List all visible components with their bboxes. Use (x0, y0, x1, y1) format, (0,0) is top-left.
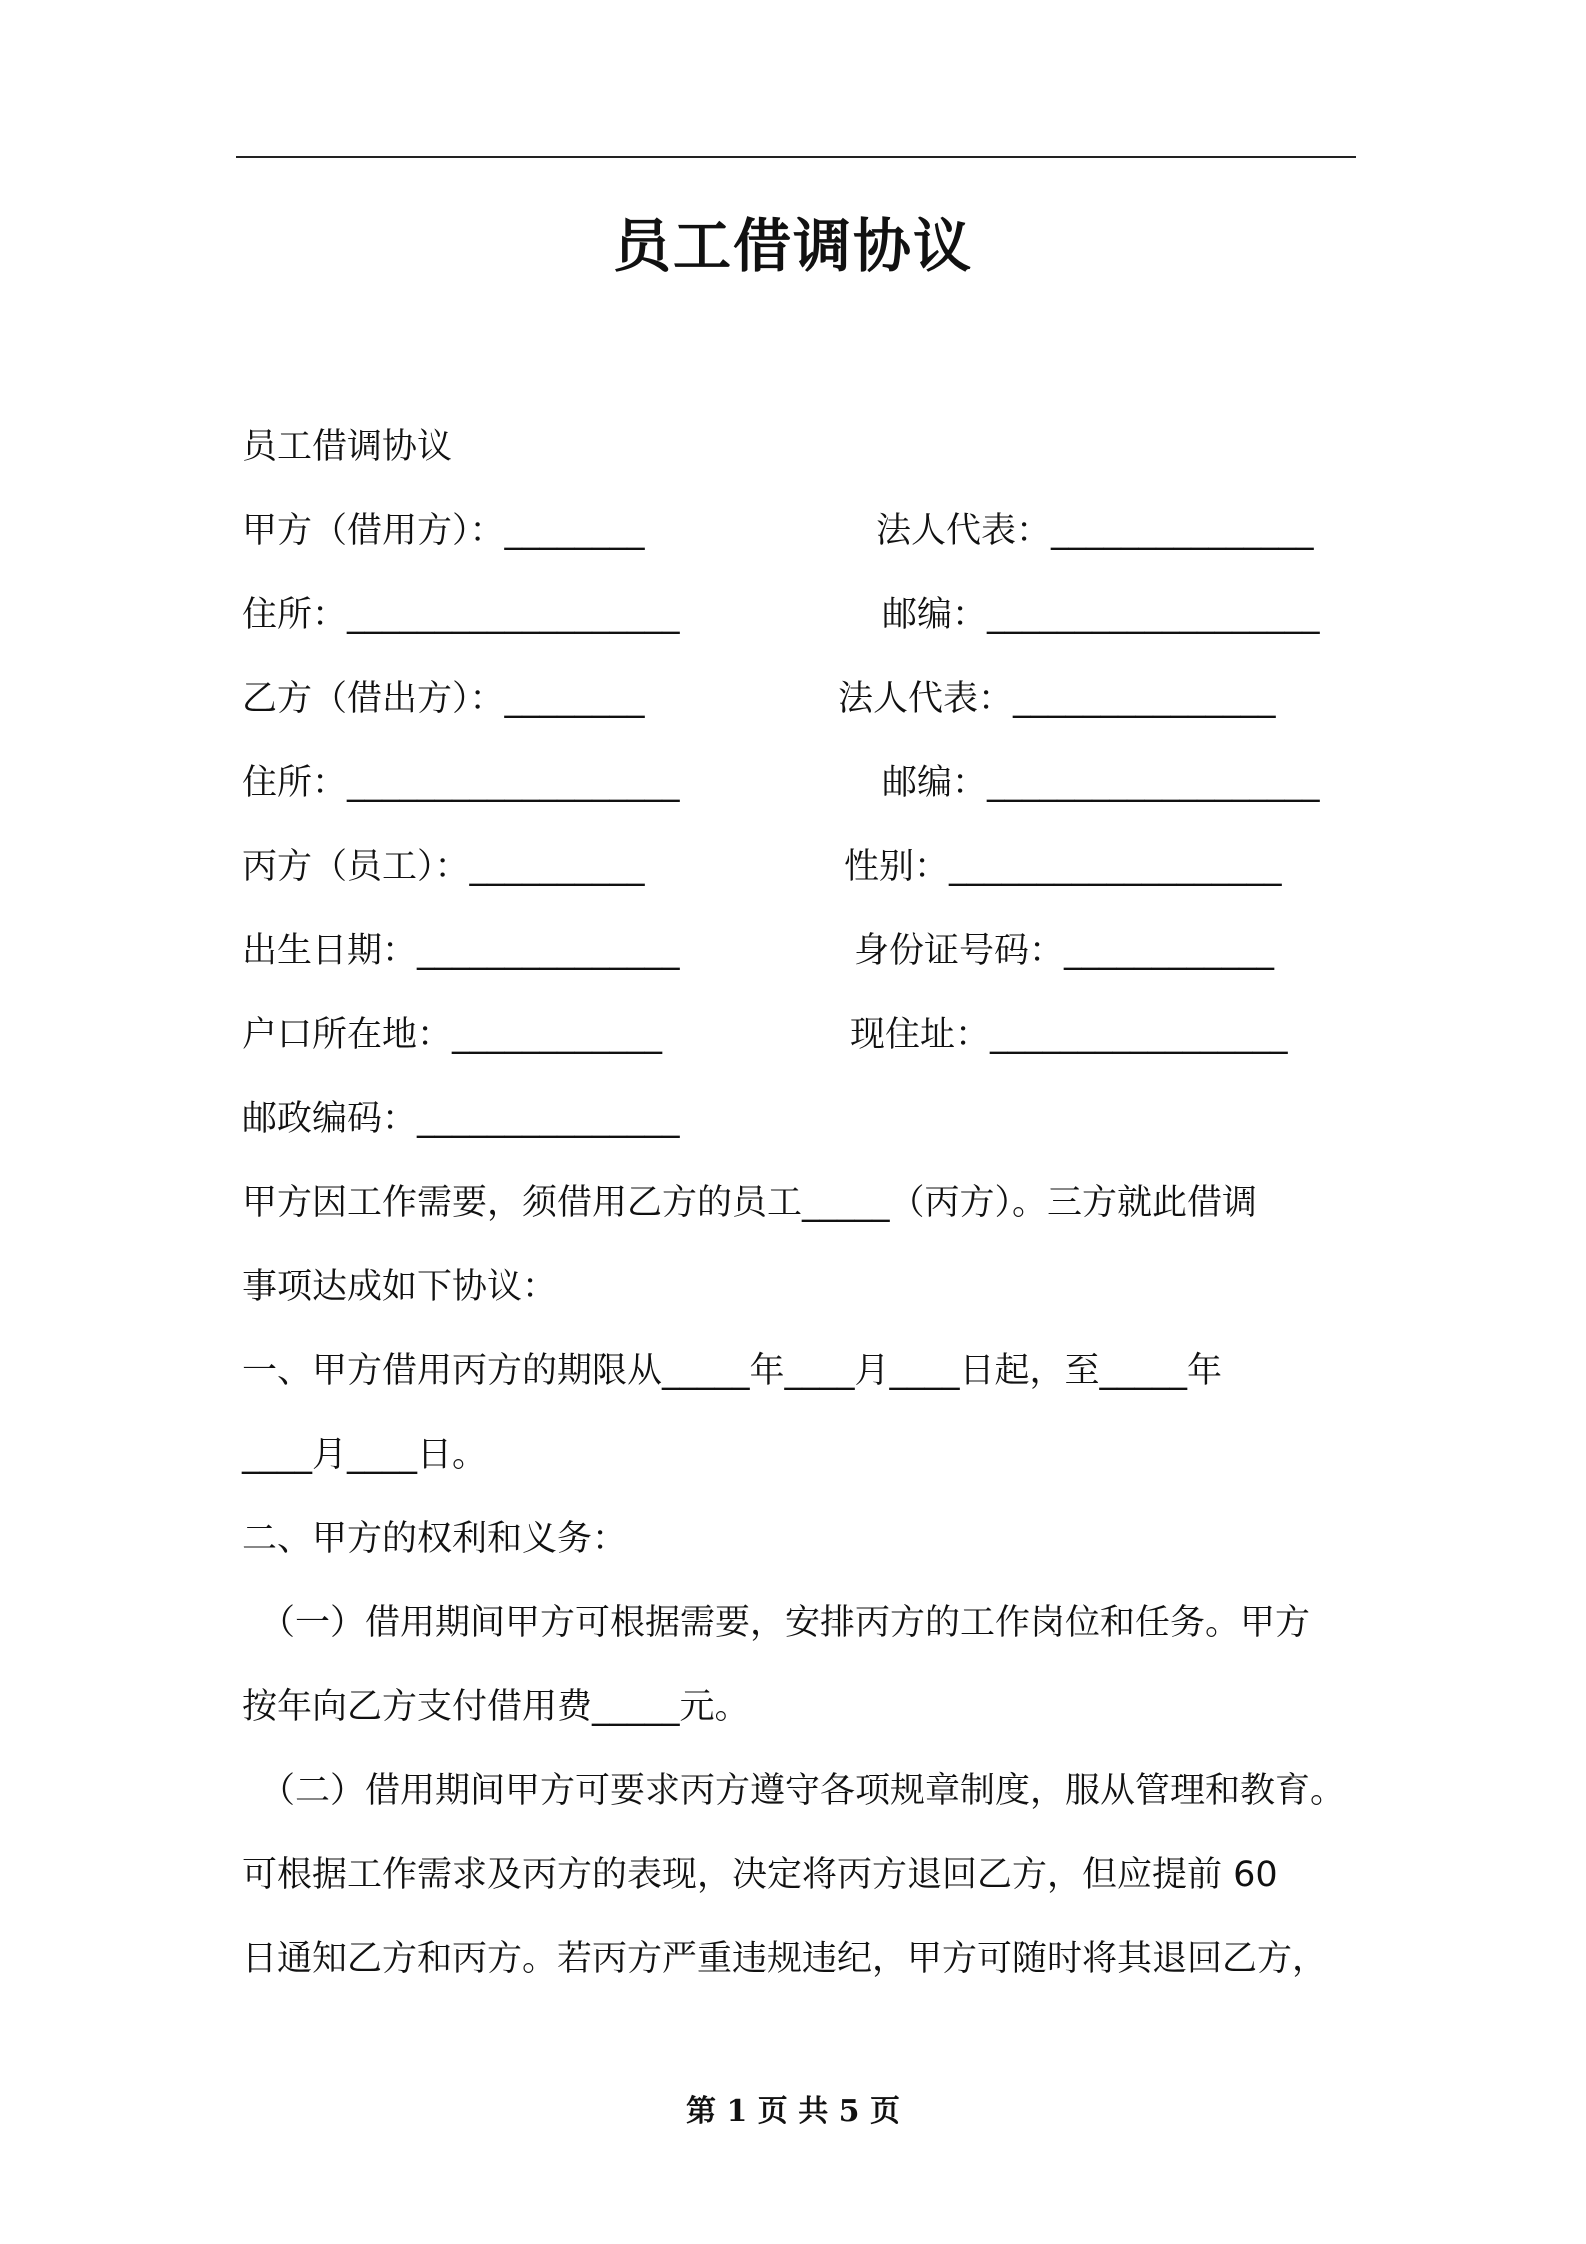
id-number-field: 身份证号码：____________ (854, 931, 1275, 971)
document-body (242, 405, 1357, 2001)
current-address-field: 现住址：_________________ (850, 1015, 1288, 1055)
birth-date-field: 出生日期：_______________ (242, 931, 680, 971)
body-line: 日通知乙方和丙方。若丙方严重违规违纪，甲方可随时将其退回乙方， (242, 1939, 1328, 1979)
party-a-postcode-field: 邮编：___________________ (882, 595, 1320, 635)
document-title: 员工借调协议 (612, 212, 973, 280)
body-line: 事项达成如下协议： (242, 1267, 558, 1307)
party-a-line (242, 489, 1357, 573)
party-b-legal-rep-field: 法人代表：_______________ (838, 679, 1276, 719)
body-line: ____月____日。 (242, 1435, 488, 1475)
party-b-postcode-field: 邮编：___________________ (882, 763, 1320, 803)
party-a-address-field: 住所：___________________ (242, 595, 680, 635)
postal-code-line (242, 1077, 1357, 1161)
birth-date-line (242, 909, 1357, 993)
party-c-line (242, 825, 1357, 909)
party-b-line (242, 657, 1357, 741)
body-line: 可根据工作需求及丙方的表现，决定将丙方退回乙方，但应提前 60 (242, 1855, 1278, 1895)
party-b-address-field: 住所：___________________ (242, 763, 680, 803)
body-line: 一、甲方借用丙方的期限从_____年____月____日起，至_____年 (242, 1351, 1223, 1391)
party-b-address-line (242, 741, 1357, 825)
household-registration-field: 户口所在地：____________ (242, 1015, 663, 1055)
body-line: 甲方因工作需要，须借用乙方的员工_____（丙方）。三方就此借调 (242, 1183, 1258, 1223)
section-heading: 二、甲方的权利和义务： (242, 1519, 628, 1559)
postal-code-field: 邮政编码：_______________ (242, 1099, 680, 1139)
subtitle: 员工借调协议 (242, 427, 453, 467)
gender-field: 性别：___________________ (844, 847, 1282, 887)
page-footer: 第 1 页 共 5 页 (686, 2094, 900, 2129)
body-line: 按年向乙方支付借用费_____元。 (242, 1687, 750, 1727)
party-a-field: 甲方（借用方）：________ (242, 511, 645, 551)
body-line: （一）借用期间甲方可根据需要，安排丙方的工作岗位和任务。甲方 (260, 1603, 1311, 1643)
party-a-legal-rep-field: 法人代表：_______________ (876, 511, 1314, 551)
party-a-address-line (242, 573, 1357, 657)
subtitle-line (242, 405, 1357, 489)
household-line (242, 993, 1357, 1077)
header-rule (236, 156, 1356, 158)
party-b-field: 乙方（借出方）：________ (242, 679, 645, 719)
body-line: （二）借用期间甲方可要求丙方遵守各项规章制度，服从管理和教育。 (260, 1771, 1346, 1811)
party-c-field: 丙方（员工）：__________ (242, 847, 645, 887)
